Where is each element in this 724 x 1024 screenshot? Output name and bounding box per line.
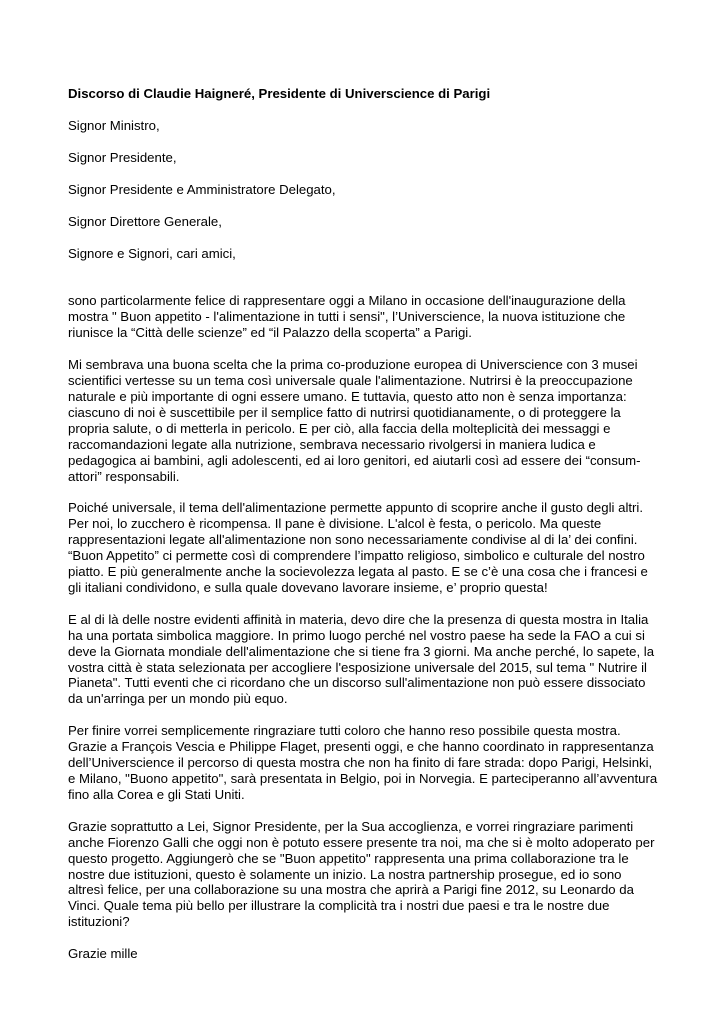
document-title: Discorso di Claudie Haigneré, Presidente di Universcience di Parigi: [68, 86, 491, 101]
salutation-director-general: Signor Direttore Generale,: [68, 213, 222, 229]
paragraph-collaboration: Grazie soprattutto a Lei, Signor Presidente, per la Sua accoglienza, e vorrei ringraziare parimenti anche Fiorenzo Galli che oggi non è potuto essere presente tra noi, ma che si è molto adoperato per questo progetto. Aggiungerò che se "Buon appetito" rappresenta una prima collaborazione tra le nostre due istituzioni, questo è solamente un inizio. La nostra partnership prosegue, ed io sono altresì felice, per una collaborazione su una mostra che aprirà a Parigi fine 2012, su Leonardo da Vinci. Quale tema più bello per illustrare la complicità tra i nostri due paesi e tra le nostre due istituzioni?: [68, 818, 655, 930]
salutation-president: Signor Presidente,: [68, 149, 177, 165]
salutation-minister: Signor Ministro,: [68, 117, 160, 133]
paragraph-universal: Poiché universale, il tema dell'alimentazione permette appunto di scoprire anche il gusto degli altri. Per noi, lo zucchero è ricompensa. Il pane è divisione. L'alcol è festa, o pericolo. Ma queste rappresentazioni legate all'alimentazione non sono necessariamente condivise al di la’ dei confini. “Buon Appetito” ci permette così di comprendere l’impatto religioso, simbolico e culturale del nostro piatto. E più generalmente anche la socievolezza legata al pasto. E se c’è una cosa che i francesi e gli italiani condividono, e sulla quale dovevano lavorare insieme, e’ proprio questa!: [68, 500, 648, 595]
paragraph-opening: sono particolarmente felice di rappresentare oggi a Milano in occasione dell'inaugurazione della mostra " Buon appetito - l'alimentazione in tutti i sensi", l’Universcience, la nuova istituzione che riunisce la “Città delle scienze” ed “il Palazzo della scoperta” a Parigi.: [68, 293, 626, 341]
paragraph-italy: E al di là delle nostre evidenti affinità in materia, devo dire che la presenza di questa mostra in Italia ha una portata simbolica maggiore. In primo luogo perché nel vostro paese ha sede la FAO a cui si deve la Giornata mondiale dell'alimentazione che si tiene fra 3 giorni. Ma anche perché, lo sapete, la vostra città è stata selezionata per accogliere l'esposizione universale del 2015, sul tema " Nutrire il Pianeta". Tutti eventi che ci ricordano che un discorso sull'alimentazione non può essere dissociato da un'arringa per un mondo più equo.: [68, 611, 655, 707]
paragraph-thanks: Per finire vorrei semplicemente ringraziare tutti coloro che hanno reso possibile questa mostra. Grazie a François Vescia e Philippe Flaget, presenti oggi, e che hanno coordinato in rappresentanza dell’Universcience il percorso di questa mostra che non ha finito di fare strada: dopo Parigi, Helsinki, e Milano, "Buono appetito", sarà presentata in Belgio, poi in Norvegia. E parteciperanno all’avventura fino alla Corea e gli Stati Uniti.: [68, 723, 658, 802]
closing-line: Grazie mille: [68, 946, 138, 962]
paragraph-theme: Mi sembrava una buona scelta che la prima co-produzione europea di Universcience con 3 musei scientifici vertesse su un tema così universale quale l'alimentazione. Nutrirsi è la preoccupazione naturale e più importante di ogni essere umano. E tuttavia, questo atto non è senza importanza: ciascuno di noi è suscettibile per il semplice fatto di nutrirsi quotidianamente, o di proteggere la propria salute, o di metterla in pericolo. E per ciò, alla faccia della molteplicità dei messaggi e raccomandazioni legate alla nutrizione, sembrava necessario rivolgersi in maniera ludica e pedagogica ai bambini, agli adolescenti, ed ai loro genitori, ed aiutarli così ad essere dei “consum-attori” responsabili.: [68, 357, 641, 484]
salutation-audience: Signore e Signori, cari amici,: [68, 245, 236, 261]
salutation-president-ceo: Signor Presidente e Amministratore Delegato,: [68, 181, 336, 197]
document-page: [68, 86, 658, 962]
